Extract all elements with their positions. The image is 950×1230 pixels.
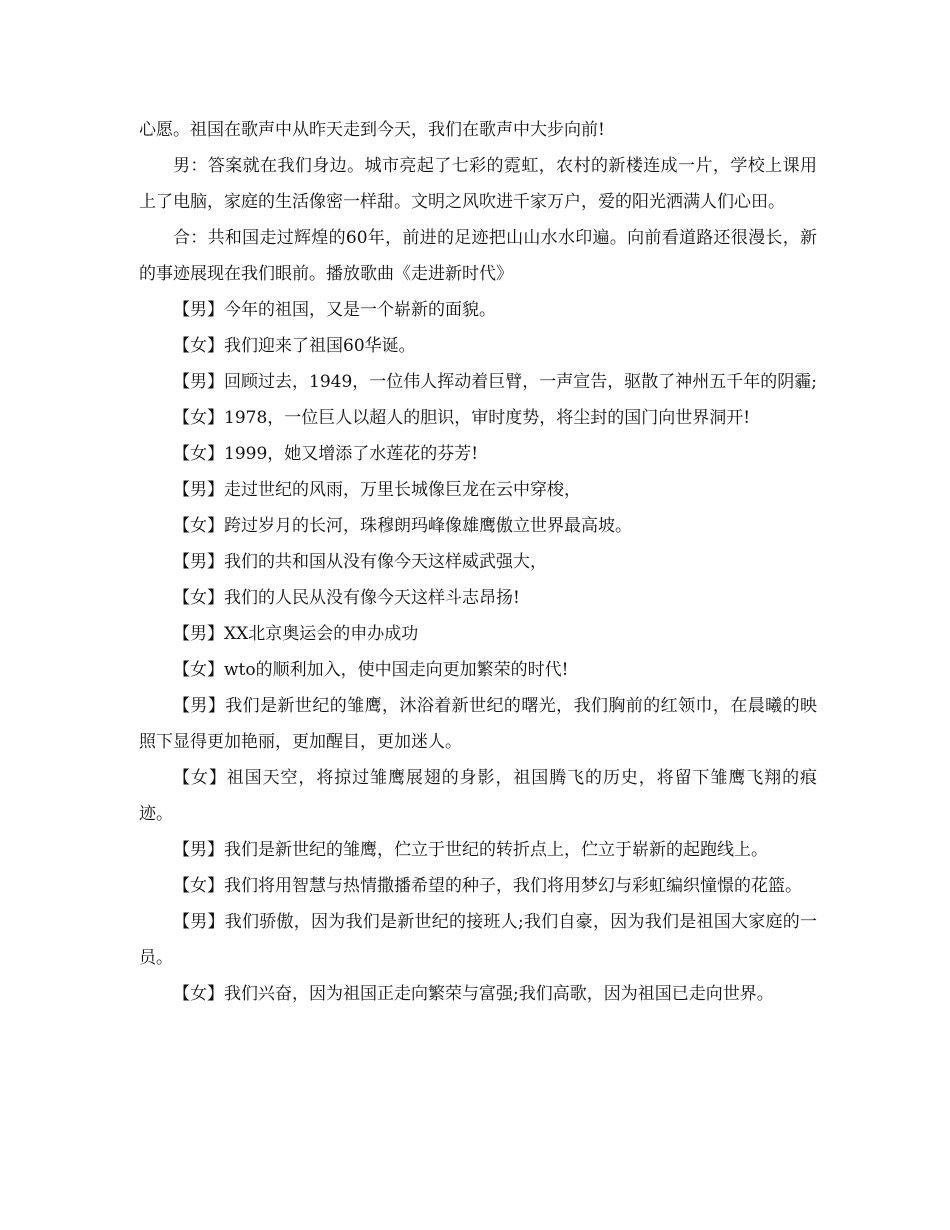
paragraph: 【男】我们骄傲，因为我们是新世纪的接班人;我们自豪，因为我们是祖国大家庭的一员。 bbox=[139, 912, 817, 968]
paragraph: 【男】XX北京奥运会的申办成功 bbox=[173, 624, 419, 644]
paragraph: 【女】祖国天空，将掠过雏鹰展翅的身影，祖国腾飞的历史，将留下雏鹰飞翔的痕迹。 bbox=[139, 768, 817, 824]
paragraph: 男：答案就在我们身边。城市亮起了七彩的霓虹，农村的新楼连成一片，学校上课用上了电脑，家庭的生活像密一样甜。文明之风吹进千家万户，爱的阳光洒满人们心田。 bbox=[139, 156, 817, 212]
paragraph: 【男】今年的祖国，又是一个崭新的面貌。 bbox=[173, 300, 496, 320]
document-body bbox=[139, 112, 817, 1012]
paragraph: 【女】跨过岁月的长河，珠穆朗玛峰像雄鹰傲立世界最高坡。 bbox=[173, 516, 632, 536]
paragraph: 【女】wto的顺利加入，使中国走向更加繁荣的时代! bbox=[173, 660, 569, 680]
paragraph: 心愿。祖国在歌声中从昨天走到今天，我们在歌声中大步向前! bbox=[139, 120, 605, 140]
paragraph: 【女】我们将用智慧与热情撒播希望的种子，我们将用梦幻与彩虹编织憧憬的花篮。 bbox=[173, 876, 802, 896]
paragraph: 【男】走过世纪的风雨，万里长城像巨龙在云中穿梭， bbox=[173, 480, 581, 500]
paragraph: 【女】1999，她又增添了水莲花的芬芳! bbox=[173, 444, 479, 464]
paragraph: 【男】我们是新世纪的雏鹰，伫立于世纪的转折点上，伫立于崭新的起跑线上。 bbox=[173, 840, 768, 860]
paragraph: 【女】我们兴奋，因为祖国正走向繁荣与富强;我们高歌，因为祖国已走向世界。 bbox=[173, 984, 774, 1004]
paragraph: 【男】我们是新世纪的雏鹰，沐浴着新世纪的曙光，我们胸前的红领巾，在晨曦的映照下显得更加艳丽，更加醒目，更加迷人。 bbox=[139, 696, 817, 752]
paragraph: 【女】1978，一位巨人以超人的胆识，审时度势，将尘封的国门向世界洞开! bbox=[173, 408, 751, 428]
paragraph: 【男】回顾过去，1949，一位伟人挥动着巨臂，一声宣告，驱散了神州五千年的阴霾; bbox=[173, 372, 817, 392]
paragraph: 【女】我们迎来了祖国60华诞。 bbox=[173, 336, 416, 356]
paragraph: 【男】我们的共和国从没有像今天这样威武强大， bbox=[173, 552, 547, 572]
paragraph: 【女】我们的人民从没有像今天这样斗志昂扬! bbox=[173, 588, 520, 608]
paragraph: 合：共和国走过辉煌的60年，前进的足迹把山山水水印遍。向前看道路还很漫长，新的事迹展现在我们眼前。播放歌曲《走进新时代》 bbox=[139, 228, 817, 284]
